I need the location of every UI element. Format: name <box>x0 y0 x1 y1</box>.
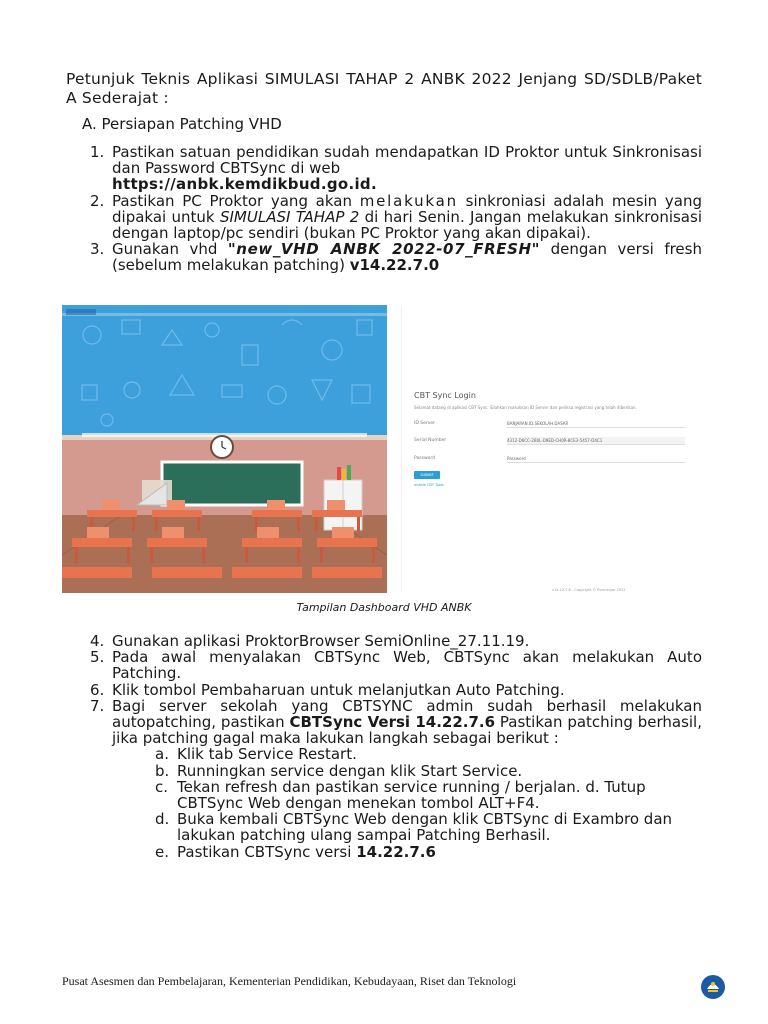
sub-steps-list <box>155 746 702 859</box>
list-item: 2. Pastikan PC Proktor yang akan melakukan sinkroniasi adalah mesin yang dipakai untuk SIMULASI TAHAP 2 di hari Senin. Jangan melakukan sinkronisasi dengan laptop/pc sendiri (bukan PC Proktor yang akan dipakai). <box>90 191 702 243</box>
id-server-label: ID Server <box>414 421 435 426</box>
serial-number-field[interactable]: 4312-D6CC-2B0L-D9ED-CH0R-8CE3-5457-D4C1 <box>507 437 685 445</box>
figure-caption: Tampilan Dashboard VHD ANBK <box>296 601 472 614</box>
sub-list-item: d. Buka kembali CBTSync Web dengan klik CBTSync di Exambro dan lakukan patching ulang sampai Patching Berhasil. <box>155 810 673 845</box>
steps-list-2 <box>86 633 702 860</box>
list-item: 1. Pastikan satuan pendidikan sudah mendapatkan ID Proktor untuk Sinkronisasi dan Password CBTSync di web https://anbk.kemdikbud.go.id. <box>90 143 702 194</box>
ministry-logo <box>701 975 725 999</box>
classroom-illustration <box>62 305 387 593</box>
tut-wuri-logo-icon <box>701 975 725 999</box>
anbk-link[interactable]: https://anbk.kemdikbud.go.id. <box>112 175 377 194</box>
sub-list-item: e. Pastikan CBTSync versi 14.22.7.6 <box>155 842 436 861</box>
list-item: 7. Bagi server sekolah yang CBTSYNC admin sudah berhasil melakukan autopatching, pastikan CBTSync Versi 14.22.7.6 Pastikan patching berhasil, jika patching gagal maka lakukan langkah sebagai berikut : a. Klik tab Service Restart. b. Runningkan service dengan klik Start Service. c. Tekan refresh dan pastikan service running / berjalan. d. Tutup CBTSync Web dengan menekan tombol ALT+F4. d. Buka kembali CBTSync Web dengan klik CBTSync di Exambro dan lakukan patching ulang sampai Patching Berhasil. e. Pastikan CBTSync versi 14.22.7.6 <box>90 696 702 861</box>
list-item: 3. Gunakan vhd "new_VHD ANBK 2022-07_FRESH" dengan versi fresh (sebelum melakukan patching) v14.22.7.0 <box>90 240 702 275</box>
list-item: 6. Klik tombol Pembaharuan untuk melanjutkan Auto Patching. <box>90 680 565 699</box>
id-server-field[interactable]: BANJARAN.ID.SEKOLAH.DASAR <box>507 420 685 428</box>
login-footer: v14.22.7.6 - Copyright © Pusmenjar 2022 <box>552 588 626 592</box>
classroom-image <box>62 305 387 593</box>
steps-list-1 <box>86 144 702 274</box>
list-item: 5. Pada awal menyalakan CBTSync Web, CBTSync akan melakukan Auto Patching. <box>90 648 702 683</box>
document-title: Petunjuk Teknis Aplikasi SIMULASI TAHAP 2 ANBK 2022 Jenjang SD/SDLB/Paket A Sederajat : <box>66 70 702 107</box>
cbt-sync-login-screenshot <box>401 305 701 593</box>
page-footer: Pusat Asesmen dan Pembelajaran, Kementerian Pendidikan, Kebudayaan, Riset dan Teknologi <box>62 974 517 988</box>
submit-button[interactable]: SUBMIT <box>414 471 440 479</box>
sub-list-item: a. Klik tab Service Restart. <box>155 745 357 764</box>
section-heading: A. Persiapan Patching VHD <box>82 115 282 133</box>
list-item: 4. Gunakan aplikasi ProktorBrowser SemiOnline_27.11.19. <box>90 632 530 650</box>
password-label: Password <box>414 456 436 461</box>
sub-list-item: b. Runningkan service dengan klik Start Service. <box>155 761 523 780</box>
serial-number-label: Serial Number <box>414 438 447 443</box>
login-subtitle: Selamat datang di aplikasi CBT Sync. Silahkan masukkan ID Server dan periksa registrasi yang telah diberikan. <box>414 405 637 410</box>
sub-list-item: c. Tekan refresh dan pastikan service running / berjalan. d. Tutup CBTSync Web dengan menekan tombol ALT+F4. <box>155 777 646 813</box>
cbt-tools-link[interactable]: enable CBT Tools <box>414 483 444 487</box>
login-title: CBT Sync Login <box>414 391 476 400</box>
password-field[interactable]: Password <box>507 455 685 463</box>
